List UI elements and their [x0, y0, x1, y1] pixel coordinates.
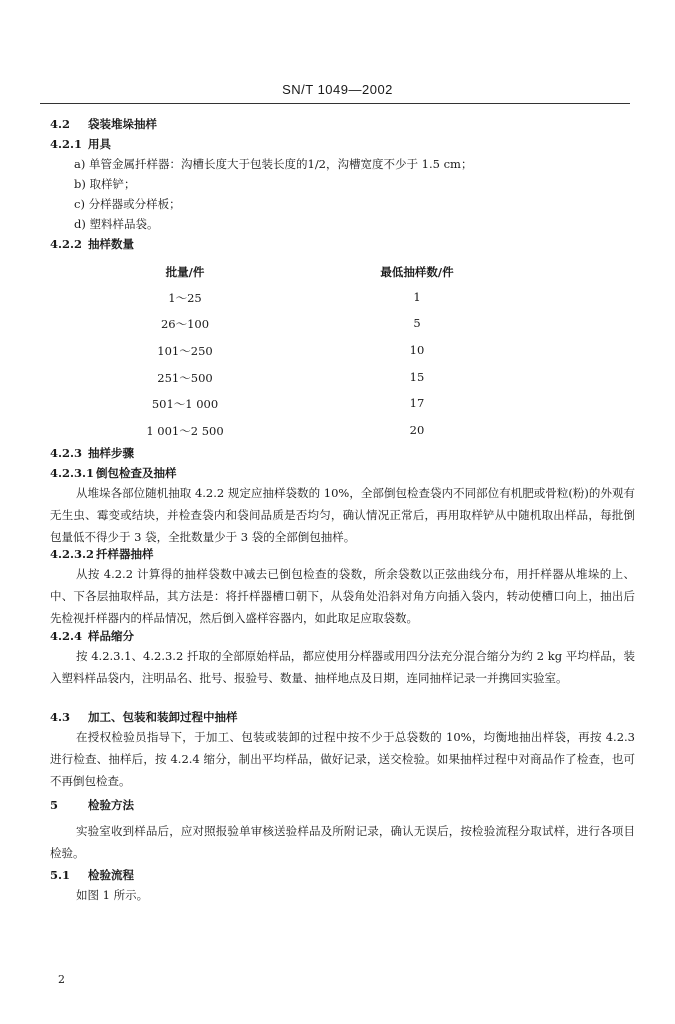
section-heading-4-2-3-2: 4.2.3.2 扦样器抽样: [50, 547, 154, 561]
paragraph-4-2-3-2: 从按 4.2.2 计算得的抽样袋数中减去已倒包检查的袋数，所余袋数以正弦曲线分布，用扦样器从堆垛的上、中、下各层抽取样品，其方法是：将扦样器槽口朝下，从袋角处沿斜对角方向插入袋内，转动使槽口向上，抽出后先检视扦样器内的样品情况，然后倒入盛样容器内，如此取足应取袋数。: [50, 567, 635, 625]
table-cell: 251～500: [157, 371, 213, 385]
table-cell: 501～1 000: [151, 397, 219, 411]
list-item: c) 分样器或分样板；: [74, 197, 181, 211]
paragraph-5-1: 如图 1 所示。: [76, 888, 149, 902]
paragraph-4-3: 在授权检验员指导下，于加工、包装或装卸的过程中按不少于总袋数的 10%，均衡地抽出样袋，再按 4.2.3 进行检查、抽样后，按 4.2.4 缩分，制出平均样品，做好记录，送交检验。如果抽样过程中对商品作了检查，也可不再倒包检查。: [50, 730, 635, 788]
section-heading-4-3: 4.3 加工、包装和装卸过程中抽样: [50, 710, 238, 724]
table-cell: 101～250: [157, 344, 213, 358]
table-cell: 15: [409, 370, 425, 384]
table-cell: 26～100: [160, 317, 210, 331]
table-cell: 5: [413, 316, 421, 330]
section-heading-4-2-3: 4.2.3 抽样步骤: [50, 446, 134, 460]
section-heading-4-2-1: 4.2.1 用具: [50, 137, 111, 151]
table-cell: 1～25: [168, 291, 202, 305]
list-item: b) 取样铲；: [74, 177, 136, 191]
section-heading-4-2-2: 4.2.2 抽样数量: [50, 237, 134, 251]
section-heading-4-2: 4.2 袋装堆垛抽样: [50, 117, 157, 131]
table-cell: 1: [413, 290, 421, 304]
table-cell: 10: [409, 343, 425, 357]
standard-number: SN/T 1049—2002: [282, 82, 393, 97]
page-number: 2: [58, 973, 65, 986]
section-heading-4-2-4: 4.2.4 样品缩分: [50, 629, 134, 643]
table-header-cell: 最低抽样数/件: [380, 265, 454, 279]
table-header-cell: 批量/件: [165, 265, 205, 279]
paragraph-4-2-3-1: 从堆垛各部位随机抽取 4.2.2 规定应抽样袋数的 10%，全部倒包检查袋内不同部位有机肥或骨粒(粉)的外观有无生虫、霉变或结块，并检查袋内和袋间品质是否均匀，确认情况正常后，再用取样铲从中随机取出样品，每批倒包量低不得少于 3 袋，全批数量少于 3 袋的全部倒包抽样。: [50, 486, 635, 544]
paragraph-5: 实验室收到样品后，应对照报验单审核送验样品及所附记录，确认无误后，按检验流程分取试样，进行各项目检验。: [50, 824, 635, 860]
list-item: d) 塑料样品袋。: [74, 217, 159, 231]
section-heading-5-1: 5.1 检验流程: [50, 868, 134, 882]
table-cell: 20: [409, 423, 425, 437]
list-item: a) 单管金属扦样器：沟槽长度大于包装长度的1/2，沟槽宽度不少于 1.5 cm；: [74, 157, 473, 171]
section-heading-4-2-3-1: 4.2.3.1 倒包检查及抽样: [50, 466, 177, 480]
header-rule: [40, 103, 630, 104]
table-cell: 1 001～2 500: [146, 424, 224, 438]
table-cell: 17: [409, 396, 425, 410]
paragraph-4-2-4: 按 4.2.3.1、4.2.3.2 扦取的全部原始样品，都应使用分样器或用四分法充分混合缩分为约 2 kg 平均样品，装入塑料样品袋内，注明品名、批号、报验号、数量、抽样地点及日期，连同抽样记录一并携回实验室。: [50, 649, 635, 685]
section-heading-5: 5 检验方法: [50, 798, 134, 812]
